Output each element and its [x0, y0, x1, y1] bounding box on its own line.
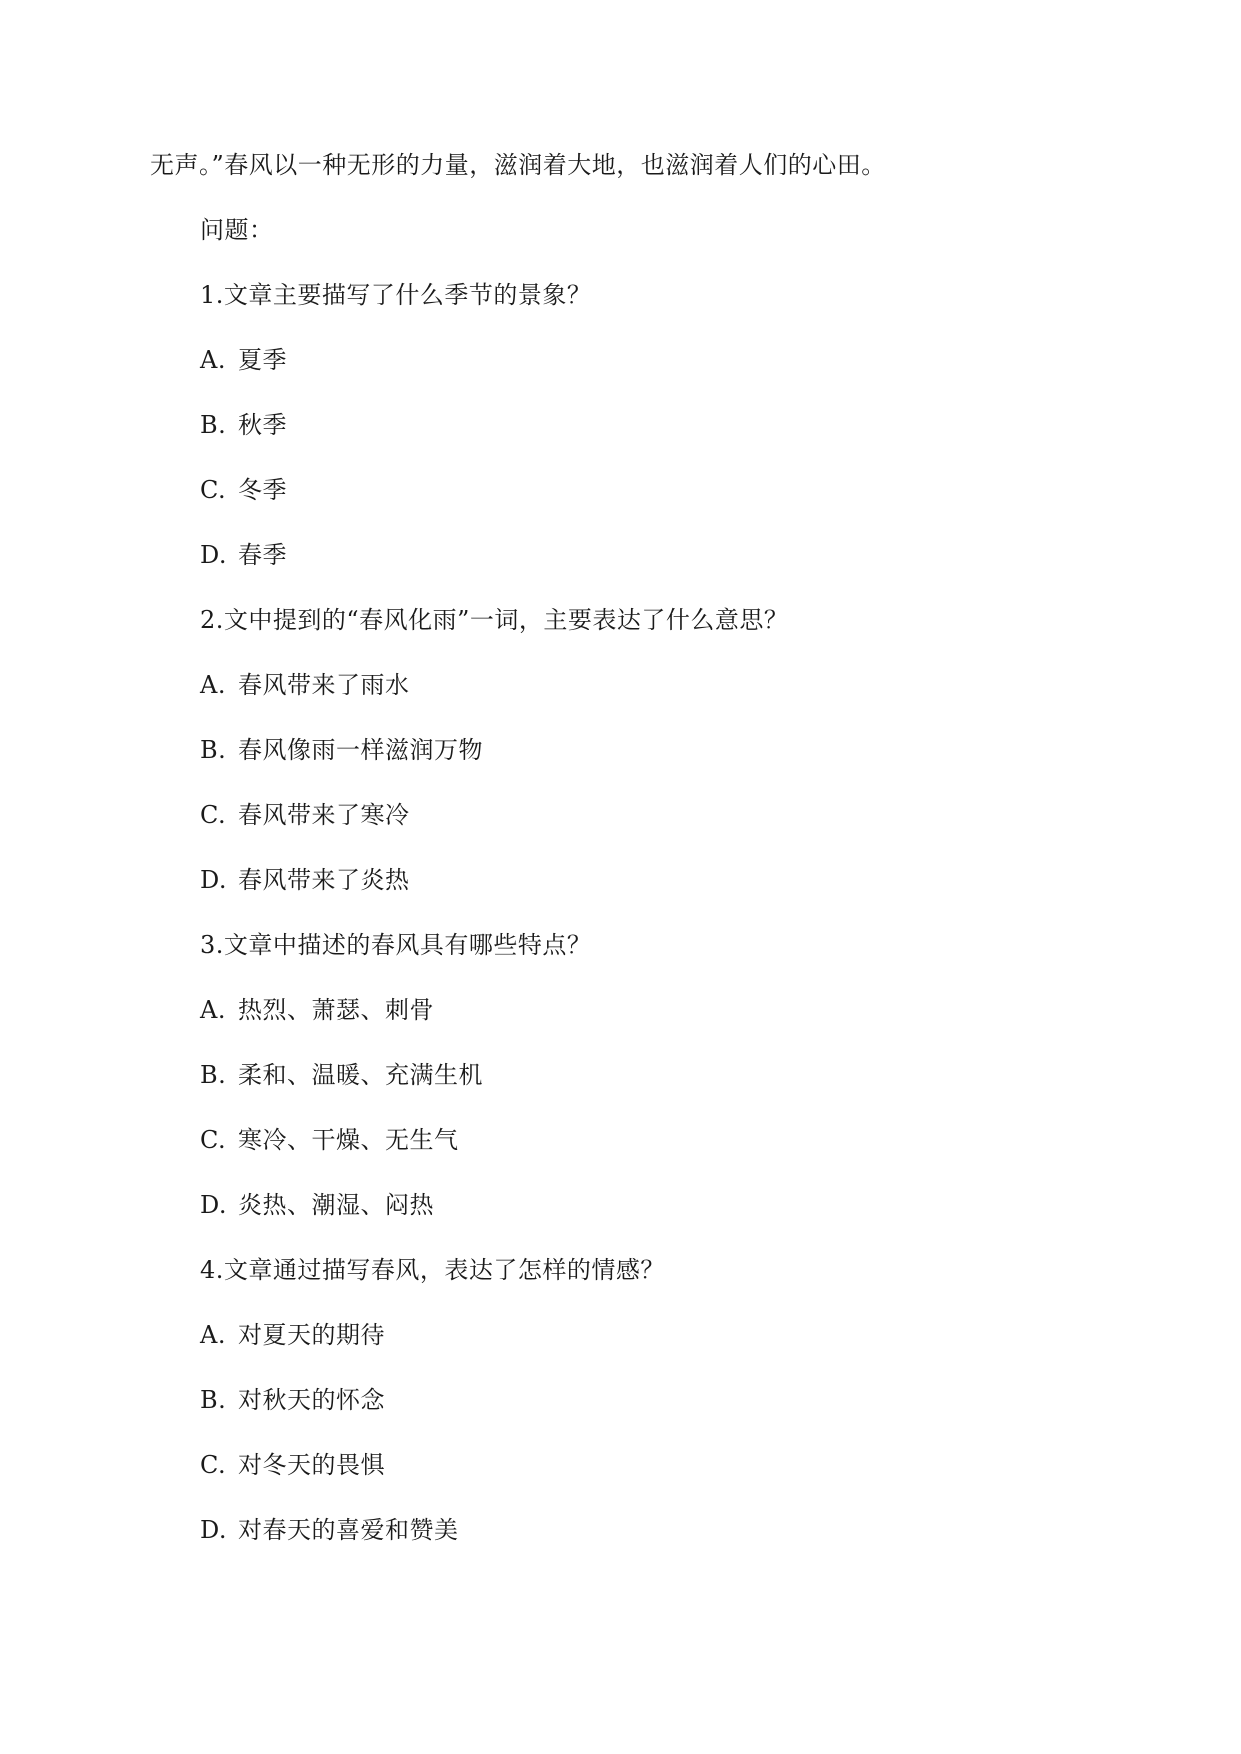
- option-text: 柔和、温暖、充满生机: [238, 1061, 483, 1089]
- question-2-prompt: 2.文中提到的“春风化雨”一词，主要表达了什么意思？: [200, 606, 789, 634]
- option-text: 对春天的喜爱和赞美: [238, 1516, 459, 1544]
- option-letter: A.: [200, 1321, 226, 1349]
- question-2-option-c: [200, 800, 410, 830]
- option-text: 对夏天的期待: [238, 1321, 385, 1349]
- option-letter: B.: [200, 736, 227, 764]
- option-letter: D.: [200, 866, 228, 894]
- question-2-option-d: [200, 865, 410, 895]
- question-2-option-b: [200, 735, 483, 765]
- option-text: 春风像雨一样滋润万物: [238, 736, 483, 764]
- option-letter: A.: [200, 996, 226, 1024]
- question-3-option-d: [200, 1190, 434, 1220]
- option-letter: B.: [200, 411, 227, 439]
- option-letter: A.: [200, 346, 226, 374]
- questions-heading: 问题：: [200, 216, 274, 244]
- question-1-option-a: [200, 345, 287, 375]
- option-letter: D.: [200, 1191, 228, 1219]
- option-text: 冬季: [238, 476, 287, 504]
- option-letter: C.: [200, 1126, 227, 1154]
- option-letter: B.: [200, 1061, 227, 1089]
- option-text: 秋季: [238, 411, 287, 439]
- passage-tail: 无声。”春风以一种无形的力量，滋润着大地，也滋润着人们的心田。: [150, 151, 886, 179]
- option-text: 热烈、萧瑟、刺骨: [238, 996, 434, 1024]
- question-1-prompt: 1.文章主要描写了什么季节的景象？: [200, 281, 592, 309]
- option-text: 对冬天的畏惧: [238, 1451, 385, 1479]
- option-letter: B.: [200, 1386, 227, 1414]
- option-letter: C.: [200, 476, 227, 504]
- question-3-option-a: [200, 995, 434, 1025]
- question-4-option-c: [200, 1450, 385, 1480]
- option-text: 春风带来了雨水: [238, 671, 410, 699]
- option-letter: C.: [200, 1451, 227, 1479]
- question-1-option-c: [200, 475, 287, 505]
- question-4-prompt: 4.文章通过描写春风，表达了怎样的情感？: [200, 1256, 665, 1284]
- question-4-option-d: [200, 1515, 459, 1545]
- option-letter: C.: [200, 801, 227, 829]
- question-4-option-a: [200, 1320, 385, 1350]
- option-text: 春风带来了炎热: [238, 866, 410, 894]
- option-text: 春风带来了寒冷: [238, 801, 410, 829]
- option-text: 对秋天的怀念: [238, 1386, 385, 1414]
- question-3-option-c: [200, 1125, 459, 1155]
- option-text: 炎热、潮湿、闷热: [238, 1191, 434, 1219]
- option-text: 夏季: [238, 346, 287, 374]
- question-1-option-d: [200, 540, 287, 570]
- option-letter: D.: [200, 1516, 228, 1544]
- question-3-prompt: 3.文章中描述的春风具有哪些特点？: [200, 931, 592, 959]
- option-text: 春季: [238, 541, 287, 569]
- option-letter: D.: [200, 541, 228, 569]
- question-1-option-b: [200, 410, 287, 440]
- question-2-option-a: [200, 670, 410, 700]
- question-3-option-b: [200, 1060, 483, 1090]
- question-4-option-b: [200, 1385, 385, 1415]
- option-letter: A.: [200, 671, 226, 699]
- option-text: 寒冷、干燥、无生气: [238, 1126, 459, 1154]
